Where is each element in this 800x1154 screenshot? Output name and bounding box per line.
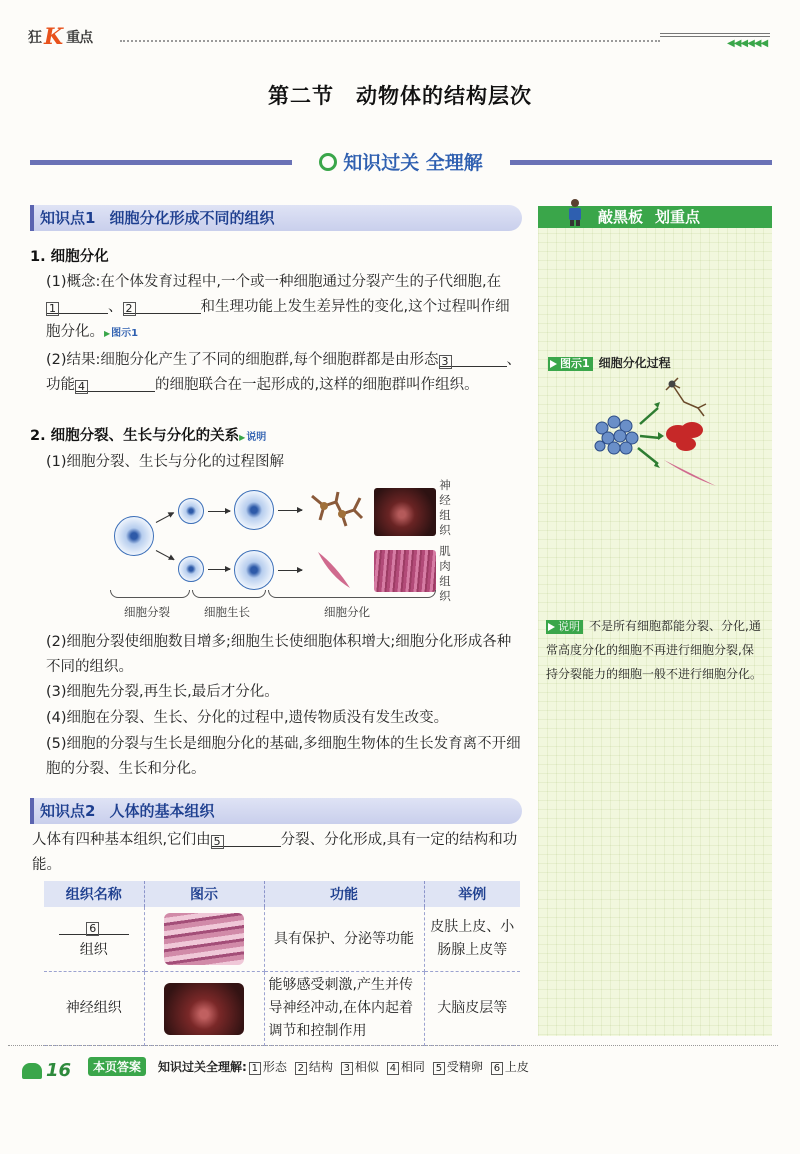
muscle-cell-icon — [314, 548, 354, 592]
kp1-label: 知识点1 — [40, 209, 96, 227]
figure-1-tag[interactable]: ▶ 图示1 — [104, 328, 138, 339]
nerve-tissue-photo — [374, 488, 436, 536]
spiral-icon — [319, 153, 337, 171]
logo-k: K — [44, 24, 64, 50]
page-title — [0, 80, 800, 110]
label-division: 细胞分裂 — [124, 605, 170, 619]
key-points-sidebar — [538, 206, 772, 1036]
brace-differentiation — [268, 590, 436, 598]
daughter-cell-top — [178, 498, 204, 524]
answers-bar — [88, 1057, 537, 1076]
banner-title: 知识过关 全理解 — [343, 152, 483, 174]
book-logo — [28, 24, 92, 50]
kp1-point-5: (5)细胞的分裂与生长是细胞分化的基础,多细胞生物体的生长发育离不开细胞的分裂、生长和分化。 — [46, 736, 521, 777]
kp2-heading — [30, 798, 522, 824]
arrow-split-up — [156, 513, 174, 523]
kp2-name: 人体的基本组织 — [109, 802, 215, 820]
answer-item: 1 形态 — [249, 1058, 287, 1075]
logo-text-a: 狂 — [28, 30, 41, 46]
arrow-diff-top — [278, 510, 302, 511]
sidebar-title: 敲黑板 划重点 — [538, 206, 772, 228]
table-row — [44, 972, 520, 1046]
daughter-cell-bottom — [178, 556, 204, 582]
label-differentiation: 细胞分化 — [324, 605, 370, 619]
kp1-point-4: (4)细胞在分裂、生长、分化的过程中,遗传物质没有发生改变。 — [46, 710, 449, 726]
mother-cell — [114, 516, 154, 556]
blank-4[interactable]: 4 — [75, 376, 155, 392]
blank-5[interactable]: 5 — [211, 831, 281, 847]
nerve-tissue-vertical-label: 神 经 组 织 — [439, 478, 451, 537]
grown-cell-bottom — [234, 550, 274, 590]
arrow-diff-bottom — [278, 570, 302, 571]
blank-1[interactable]: 1 — [46, 298, 108, 314]
cell-process-diagram — [108, 478, 458, 626]
answer-item: 2 结构 — [295, 1058, 333, 1075]
tissue-name-cell: 神经组织 — [44, 972, 144, 1046]
page-number: 16 — [22, 1060, 71, 1081]
kp1-heading — [30, 205, 522, 231]
arrow-grow-bottom — [208, 569, 230, 570]
kp2-intro: 人体有四种基本组织,它们由 5 分裂、分化形成,具有一定的结构和功能。 — [32, 832, 518, 873]
example-cell: 皮肤上皮、小肠腺上皮等 — [424, 907, 520, 972]
arrow-grow-top — [208, 511, 230, 512]
kp1-subheading-2: 2. 细胞分裂、生长与分化的关系▶ 说明 — [30, 424, 508, 450]
sidebar-note: 说明 不是所有细胞都能分裂、分化,通常高度分化的细胞不再进行细胞分裂,保持分裂能力的细胞一般不进行细胞分化。 — [546, 619, 763, 681]
answer-item: 5 受精卵 — [433, 1058, 483, 1075]
neuron-cells-icon — [308, 490, 366, 530]
muscle-tissue-vertical-label: 肌 肉 组 织 — [439, 544, 451, 603]
col-header-function: 功能 — [264, 881, 424, 907]
header-double-rule — [660, 33, 770, 37]
kp1-concept: (1)概念:在个体发育过程中,一个或一种细胞通过分裂产生的子代细胞,在1 、 2 和生理功能上发生差异性的变化,这个过程叫作细胞分化。▶ 图示1 — [46, 270, 524, 346]
function-cell: 能够感受刺激,产生并传导神经冲动,在体内起着调节和控制作用 — [264, 972, 424, 1046]
figure-1-label: 图示1 细胞分化过程 — [548, 354, 671, 371]
sprout-icon — [22, 1063, 42, 1079]
tissue-table — [44, 881, 520, 1046]
kp1-name: 细胞分化形成不同的组织 — [109, 209, 275, 227]
grown-cell-top — [234, 490, 274, 530]
logo-text-b: 重点 — [66, 30, 93, 46]
col-header-example: 举例 — [424, 881, 520, 907]
kp2-label: 知识点2 — [40, 802, 96, 820]
brace-growth — [192, 590, 266, 598]
figure-1-chip: 图示1 — [548, 357, 593, 371]
answers-badge: 本页答案 — [88, 1057, 146, 1076]
answer-item: 3 相似 — [341, 1058, 379, 1075]
note-chip: 说明 — [546, 620, 583, 634]
col-header-figure: 图示 — [144, 881, 264, 907]
kp1-subheading-1: 1. 细胞分化 — [30, 249, 109, 265]
note-tag[interactable]: ▶ 说明 — [239, 432, 266, 443]
nerve-tissue-table-photo — [164, 983, 244, 1035]
table-header-row — [44, 881, 520, 907]
knowledge-banner — [30, 148, 772, 176]
header-arrows-icon: ◀◀◀◀◀◀ — [727, 38, 768, 49]
answers-lead: 知识过关全理解: — [158, 1060, 247, 1074]
teacher-icon — [566, 198, 584, 226]
example-cell: 大脑皮层等 — [424, 972, 520, 1046]
function-cell: 具有保护、分泌等功能 — [264, 907, 424, 972]
blank-3[interactable]: 3 — [439, 351, 507, 367]
col-header-name: 组织名称 — [44, 881, 144, 907]
blank-2[interactable]: 2 — [123, 298, 201, 314]
section-name: 动物体的结构层次 — [356, 83, 532, 108]
header-dotted-rule — [120, 40, 660, 42]
kp1-point-3: (3)细胞先分裂,再生长,最后才分化。 — [46, 684, 279, 700]
blank-6[interactable]: 6 — [59, 919, 129, 935]
tissue-name-cell: 6 组织 — [44, 907, 144, 972]
table-row — [44, 907, 520, 972]
epithelial-tissue-photo — [164, 913, 244, 965]
section-number: 第二节 — [268, 83, 334, 108]
answer-item: 4 相同 — [387, 1058, 425, 1075]
answer-item: 6 上皮 — [491, 1058, 529, 1075]
kp1-result: (2)结果:细胞分化产生了不同的细胞群,每个细胞群都是由形态 3 、功能 4 的细胞联合在一起形成的,这样的细胞群叫作组织。 — [46, 352, 522, 393]
arrow-split-down — [156, 550, 174, 560]
kp1-point-2: (2)细胞分裂使细胞数目增多;细胞生长使细胞体积增大;细胞分化形成各种不同的组织。 — [46, 634, 512, 675]
muscle-tissue-photo — [374, 550, 436, 592]
kp1-process-intro: (1)细胞分裂、生长与分化的过程图解 — [46, 454, 285, 470]
label-growth: 细胞生长 — [204, 605, 250, 619]
footer-dotted-rule — [8, 1045, 778, 1046]
brace-division — [110, 590, 190, 598]
cell-differentiation-illustration — [588, 376, 718, 494]
